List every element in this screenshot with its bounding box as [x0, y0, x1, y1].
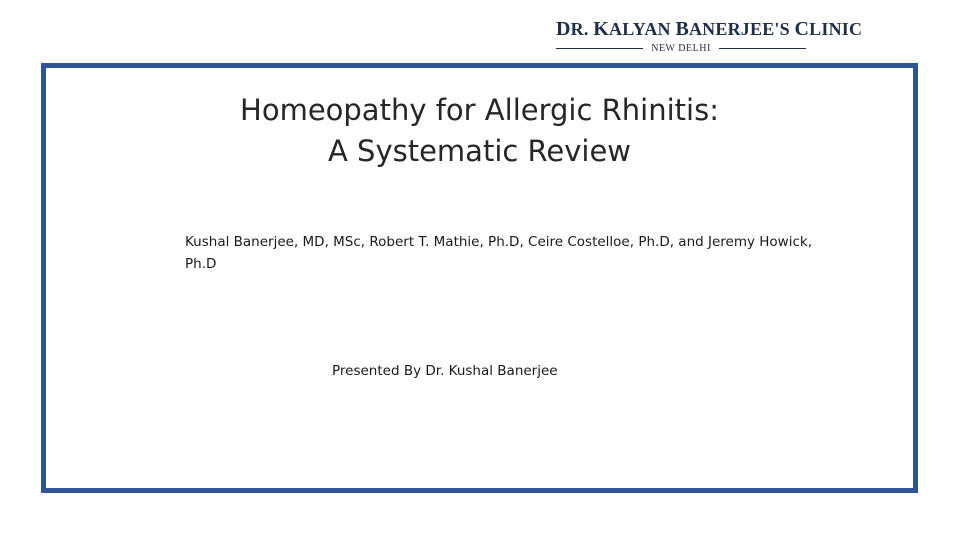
clinic-logo-subtitle-row	[556, 41, 806, 55]
slide-title-line-2: A Systematic Review	[327, 134, 632, 168]
logo-initial: C	[794, 18, 810, 40]
logo-text: LINIC	[809, 19, 863, 39]
logo-initial: D	[556, 18, 571, 40]
logo-divider-left	[556, 48, 643, 49]
logo-initial: B	[675, 18, 689, 40]
logo-initial: K	[593, 18, 610, 40]
clinic-logo-name	[556, 18, 863, 40]
clinic-logo	[556, 18, 863, 58]
content-frame	[41, 63, 918, 493]
logo-text: ALYAN	[609, 19, 676, 39]
clinic-logo-subtitle: NEW DELHI	[651, 42, 711, 54]
slide-title-line-1: Homeopathy for Allergic Rhinitis:	[240, 93, 719, 127]
slide-title	[46, 90, 913, 172]
logo-divider-right	[719, 48, 806, 49]
presenter-line: Presented By Dr. Kushal Banerjee	[332, 363, 558, 379]
logo-text: R.	[570, 19, 594, 39]
logo-text: ANERJEE'S	[688, 19, 795, 39]
author-list: Kushal Banerjee, MD, MSc, Robert T. Mathie, Ph.D, Ceire Costelloe, Ph.D, and Jeremy Howick, Ph.D	[185, 234, 812, 272]
